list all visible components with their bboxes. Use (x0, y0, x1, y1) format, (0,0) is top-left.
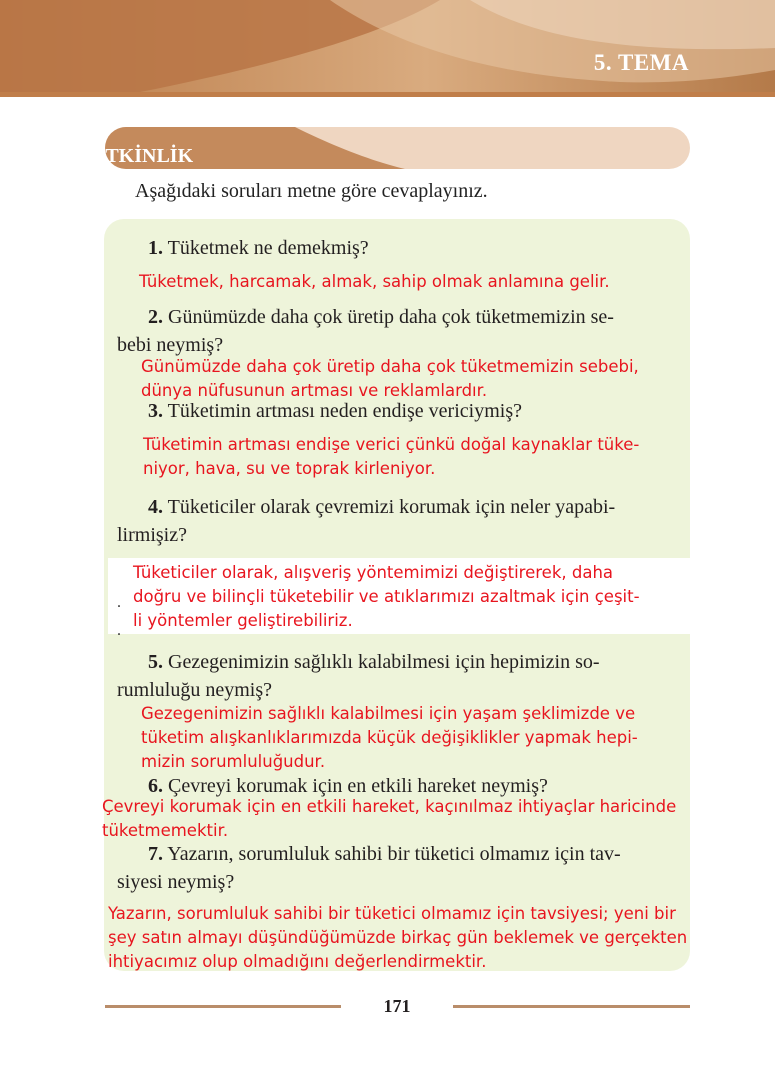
answer-line: ihtiyacımız olup olmadığını değerlendirmektir. (108, 952, 487, 971)
answer-7 (108, 902, 687, 974)
question-number: 7. (148, 843, 163, 865)
question-7-cont (117, 868, 234, 896)
answer-line: Günümüzde daha çok üretip daha çok tüketmemizin sebebi, (141, 357, 639, 376)
header-wave-decoration (0, 0, 775, 92)
question-text: bebi neymiş? (117, 334, 224, 356)
question-5-cont (117, 676, 272, 704)
answer-3 (143, 433, 639, 481)
question-text: Yazarın, sorumluluk sahibi bir tüketici olmamız için tav- (167, 843, 621, 865)
answer-1 (139, 270, 610, 294)
page-number: 171 (383, 996, 411, 1016)
question-text: Tüketiciler olarak çevremizi korumak için neler yapabi- (167, 496, 616, 518)
answer-5 (141, 702, 638, 774)
answer-line: Çevreyi korumak için en etkili hareket, kaçınılmaz ihtiyaçlar haricinde (102, 797, 677, 816)
activity-title: 1. ETKİNLİK (72, 145, 194, 167)
question-7 (148, 840, 621, 868)
header-band (0, 0, 775, 92)
answer-line: tüketim alışkanlıklarımızda küçük değişiklikler yapmak hepi- (141, 728, 638, 747)
question-number: 5. (148, 651, 163, 673)
question-number: 2. (148, 306, 163, 328)
question-text: Gezegenimizin sağlıklı kalabilmesi için hepimizin so- (168, 651, 600, 673)
header-rule (0, 92, 775, 97)
answer-line: niyor, hava, su ve toprak kirleniyor. (143, 459, 436, 478)
question-text: Çevreyi korumak için en etkili hareket neymiş? (168, 775, 548, 797)
question-number: 1. (148, 237, 163, 259)
question-text: Günümüzde daha çok üretip daha çok tüketmemizin se- (168, 306, 614, 328)
question-text: Tüketimin artması neden endişe vericiymiş? (167, 400, 522, 422)
question-number: 4. (148, 496, 163, 518)
question-text: siyesi neymiş? (117, 871, 235, 893)
footer-rule-right (453, 1005, 690, 1008)
theme-title: 5. TEMA (593, 50, 689, 75)
question-1 (148, 234, 369, 262)
bullet-dot: . (117, 594, 121, 611)
question-4-cont (117, 521, 187, 549)
answer-4 (133, 561, 640, 633)
question-text: lirmişiz? (117, 524, 187, 546)
answer-line: şey satın almayı düşündüğümüzde birkaç gün beklemek ve gerçekten (108, 928, 688, 947)
answer-2 (141, 355, 639, 403)
question-2 (148, 303, 614, 331)
footer-rule-left (105, 1005, 341, 1008)
answer-line: dünya nüfusunun artması ve reklamlardır. (141, 381, 488, 400)
question-number: 6. (148, 775, 163, 797)
answer-line: doğru ve bilinçli tüketebilir ve atıklarımızı azaltmak için çeşit- (133, 587, 640, 606)
answer-line: Tüketmek, harcamak, almak, sahip olmak anlamına gelir. (139, 272, 610, 291)
question-text: Tüketmek ne demekmiş? (167, 237, 369, 259)
answer-line: Yazarın, sorumluluk sahibi bir tüketici olmamız için tavsiyesi; yeni bir (108, 904, 676, 923)
answer-6 (102, 795, 676, 843)
answer-line: li yöntemler geliştirebiliriz. (133, 611, 353, 630)
instruction-text: Aşağıdaki soruları metne göre cevaplayınız. (135, 180, 488, 202)
answer-line: mizin sorumluluğudur. (141, 752, 326, 771)
answer-line: Tüketiciler olarak, alışveriş yöntemimizi değiştirerek, daha (133, 563, 614, 582)
question-5 (148, 648, 600, 676)
answer-line: Gezegenimizin sağlıklı kalabilmesi için yaşam şeklimizde ve (141, 704, 636, 723)
question-4 (148, 493, 615, 521)
bullet-dot: . (117, 622, 121, 639)
answer-line: tüketmemektir. (102, 821, 229, 840)
question-text: rumluluğu neymiş? (117, 679, 272, 701)
answer-line: Tüketimin artması endişe verici çünkü doğal kaynaklar tüke- (143, 435, 640, 454)
question-number: 3. (148, 400, 163, 422)
question-3 (148, 397, 522, 425)
